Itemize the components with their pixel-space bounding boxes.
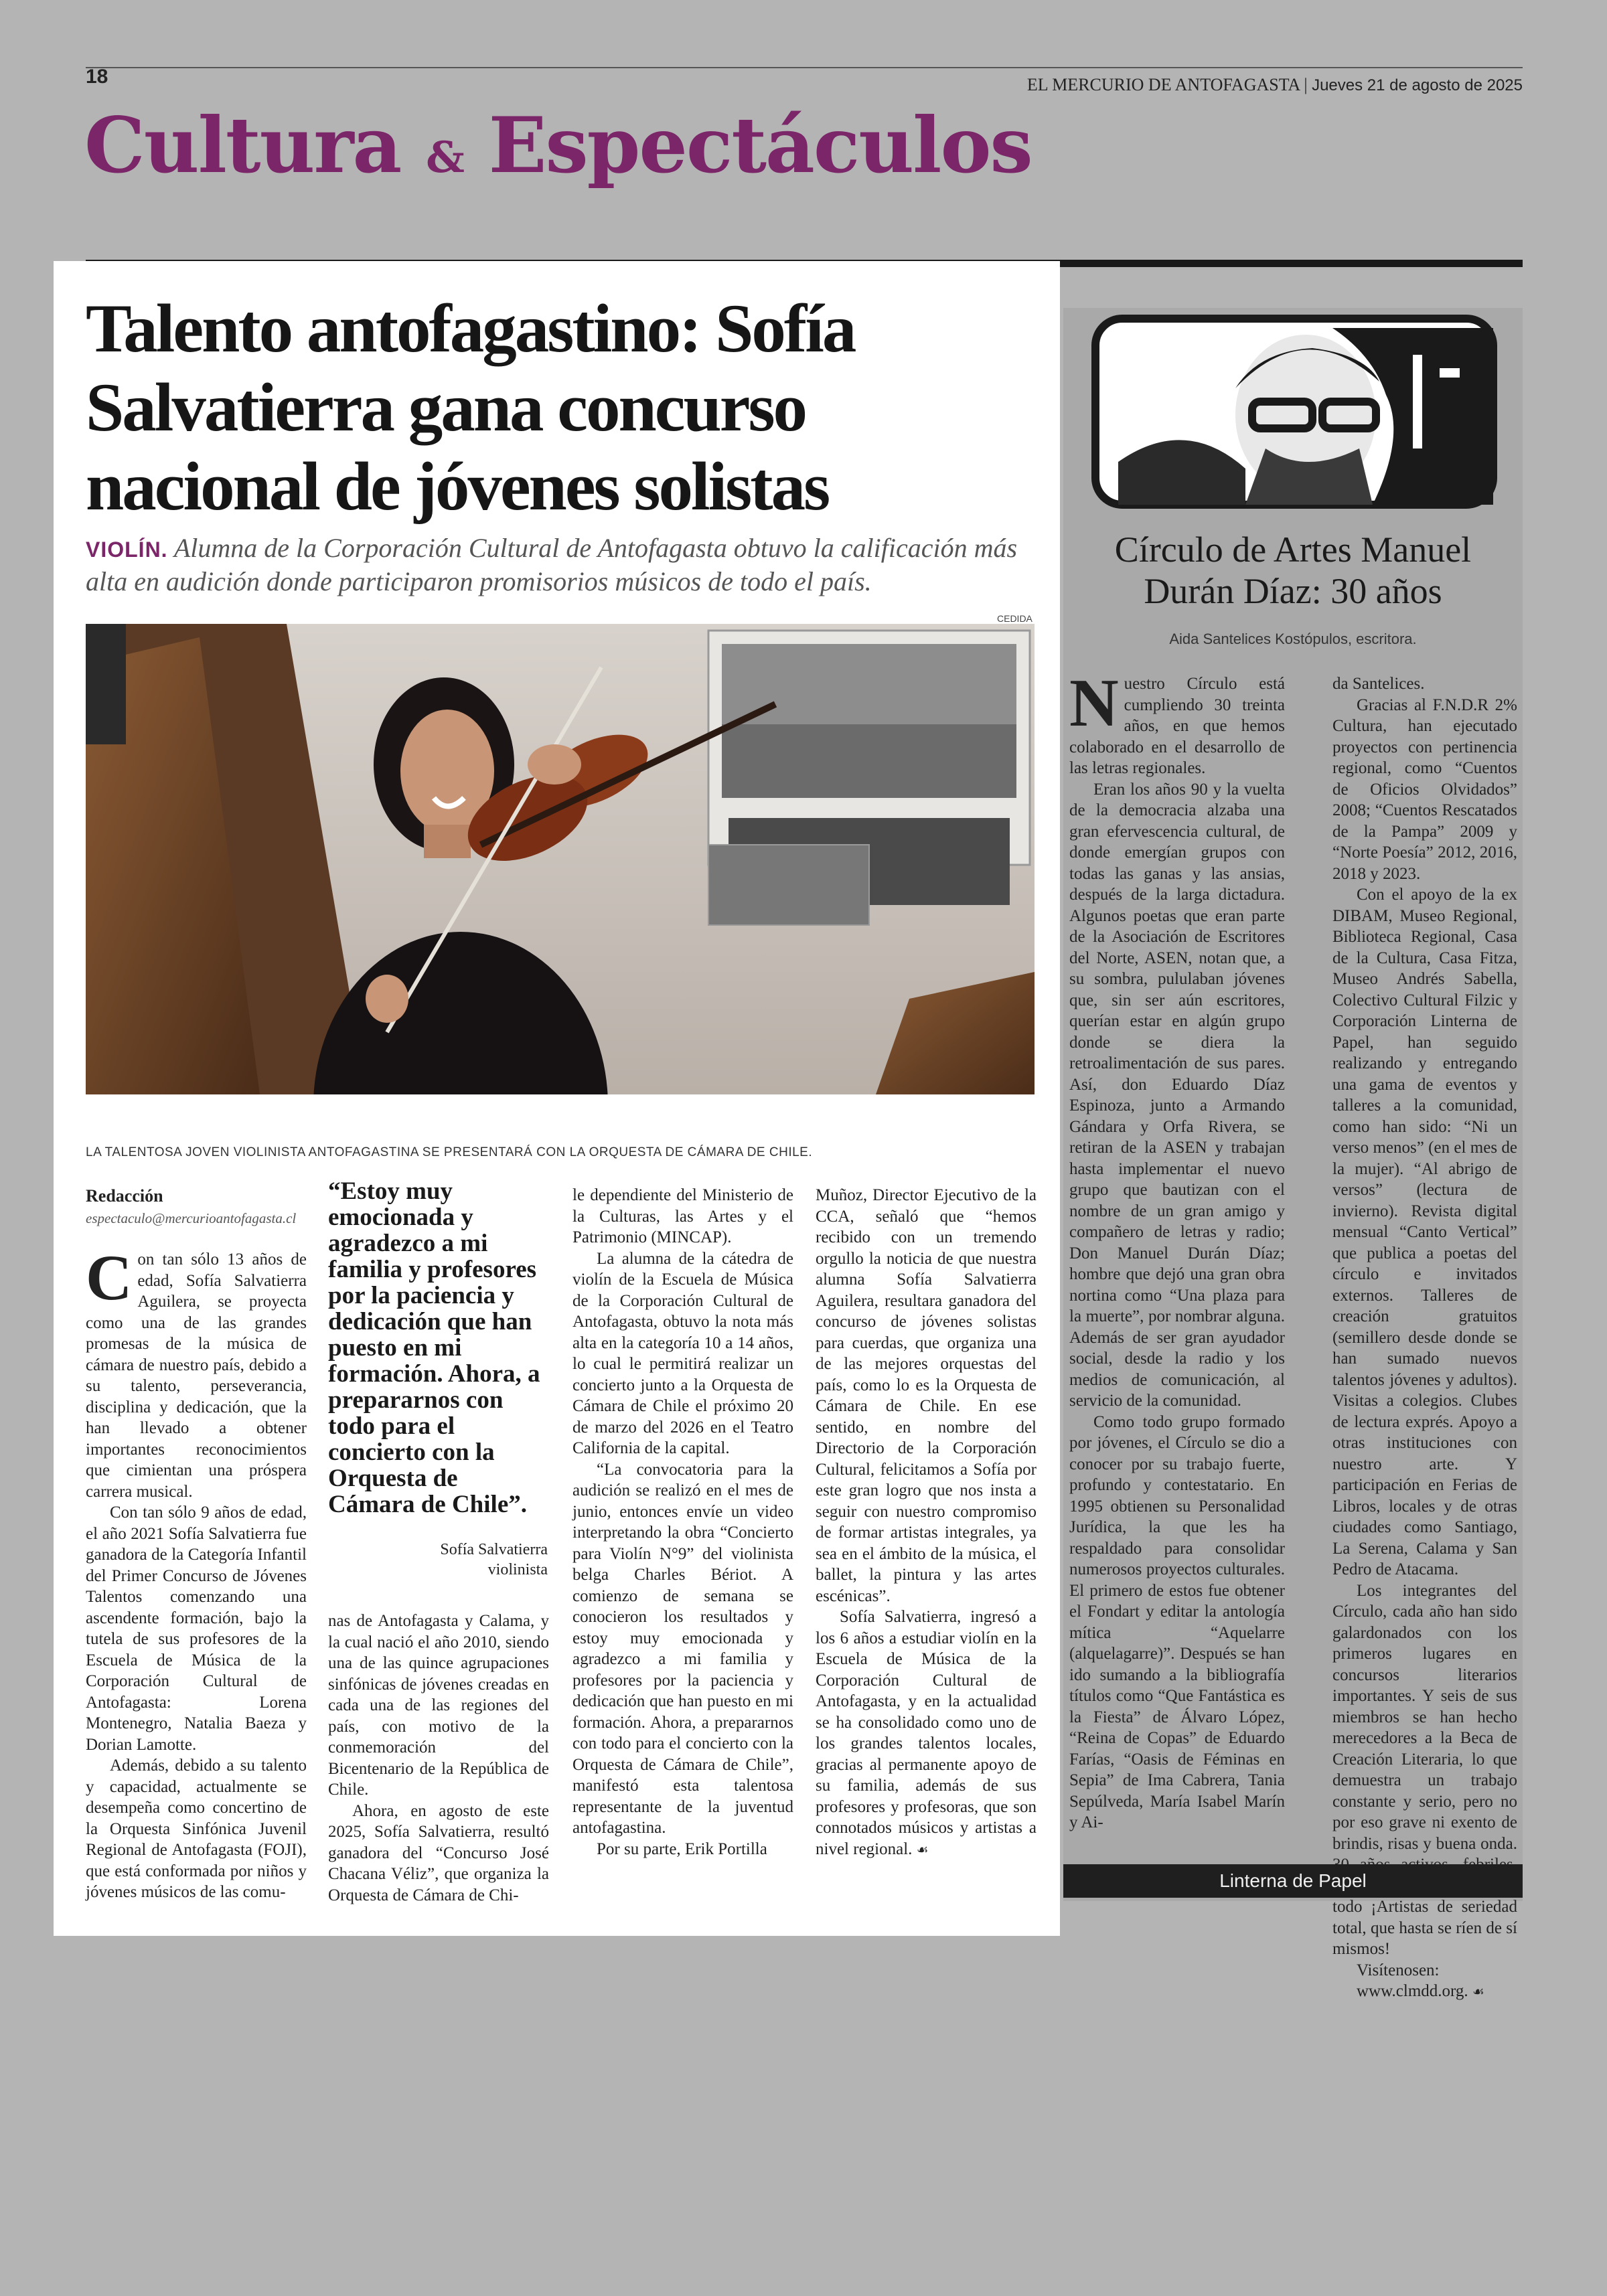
article-headline: Talento antofagastino: Sofía Salvatierra gana concurso nacional de jóvenes solistas [86, 291, 855, 525]
photo-credit: CEDIDA [997, 613, 1032, 624]
publication-line: EL MERCURIO DE ANTOFAGASTA | Jueves 21 de agosto de 2025 [1026, 75, 1523, 94]
paragraph: La alumna de la cátedra de violín de la Escuela de Música de la Corporación Cultural de Antofagasta, obtuvo la nota más alta en la categoría 10 a 14 años, lo cual le permitirá realizar un concierto junto a la Orquesta de Cámara de Chile el próximo 20 de marzo del 2026 en el Teatro California de la capital. [572, 1249, 793, 1457]
paragraph [1069, 665, 1285, 779]
pull-quote: “Estoy muy emocionada y agradezco a mi familia y profesores por la paciencia y dedicación que han puesto en mi formación. Ahora, a prepararnos con todo para el concierto con la Orquesta de Cámara de Chile”. [328, 1177, 540, 1518]
byline [86, 1186, 307, 1227]
paragraph: da Santelices. [1332, 675, 1425, 693]
photo-caption: LA TALENTOSA JOVEN VIOLINISTA ANTOFAGASTINA SE PRESENTARÁ CON LA ORQUESTA DE CÁMARA DE CHILE. [86, 1145, 813, 1159]
header-rule [86, 67, 1523, 68]
page-number: 18 [86, 66, 108, 88]
sidebar-title: Círculo de Artes Manuel Durán Díaz: 30 años [1114, 529, 1472, 611]
paragraph: Eran los años 90 y la vuelta de la democracia alzaba una gran efervescencia cultural, de donde emergían grupos con todas las ganas y las ansias, después de la larga dictadura. Algunos poetas que eran parte de la Asociación de Escritores del Norte, ASEN, notan que, a su sombra, pululaban jóvenes que, sin ser aún escritores, querían estar en algún grupo donde se diera la retroalimentación de sus pares. Así, don Eduardo Díaz Espinoza, junto a Armando Gándara y Orfa Rivera, se retiran de la ASEN y trabajan hasta implementar el nuevo grupo que bautizan con el nombre de un gran amigo y compañero de letras y radio; Don Manuel Durán Díaz; hombre que dejó una gran obra nortina como “Una plaza para la muerte”, por nombrar alguna. Además de ser gran ayudador social, desde la radio y los medios de comunicación, al servicio de la comunidad. [1069, 780, 1285, 1410]
publication-name: EL MERCURIO DE ANTOFAGASTA [1026, 75, 1300, 94]
article-column-4 [816, 1185, 1037, 1860]
section-title-amp: & [426, 133, 463, 183]
byline-author: Redacción [86, 1186, 163, 1206]
paragraph: Además, debido a su talento y capacidad, actualmente se desempeña como concertino de la Orquesta Sinfónica Juvenil Regional de Antofagasta (FOJI), que está conformada por niños y jóvenes músicos de las comu- [86, 1756, 307, 1901]
publication-date: Jueves 21 de agosto de 2025 [1312, 76, 1523, 94]
article-photo [86, 624, 1035, 1094]
article-column-1 [86, 1242, 307, 1903]
website-link[interactable]: www.clmdd.org. [1357, 1982, 1468, 2000]
section-title-part1: Cultura [84, 100, 401, 190]
paragraph [816, 1607, 1037, 1860]
sidebar-logo [1091, 315, 1497, 509]
byline-email: espectaculo@mercurioantofagasta.cl [86, 1210, 297, 1226]
paragraph [86, 1242, 307, 1502]
paragraph: Con el apoyo de la ex DIBAM, Museo Regional, Biblioteca Regional, Casa de la Cultura, Casa Fitza, Museo Andrés Sabella, Colectivo Cultural Filzic y Corporación Linterna de Papel, han seguido realizando y entregando una gama de eventos y talleres a la comunidad, como han sido: “Ni un verso menos” (en el mes de la mujer). “Al abrigo de versos” (lectura de invierno). Revista digital mensual “Canto Vertical” que publica a poetas del círculo e invitados externos. Talleres de creación gratuitos (semillero desde donde se han sumado nuevos talentos jóvenes y adultos). Visitas a colegios. Clubes de lectura exprés. Apoyo a otras instituciones con nuestro arte. Y participación en Ferias de Libros, locales y de otras ciudades como Santiago, La Serena, Calama y San Pedro de Atacama. [1332, 886, 1517, 1578]
deck-kicker: VIOLÍN. [86, 538, 168, 562]
sidebar-author: Aida Santelices Kostópulos, escritora. [1169, 631, 1417, 647]
sidebar-footer: Linterna de Papel [1063, 1864, 1523, 1898]
section-title-part2: Espectáculos [488, 100, 1032, 190]
quote-role: violinista [487, 1561, 548, 1578]
paragraph: Los integrantes del Círculo, cada año han sido galardonados con los primeros lugares en concursos literarios importantes. Y seis de sus miembros se han hecho merecedores a la Beca de Creación Literaria, lo que demuestra un trabajo constante y serio, pero no por eso grave ni exento de brindis, risas y buena onda. todo ¡Artistas de seriedad total, que hasta se ríen de sí mismos! [1332, 1581, 1517, 1958]
paragraph-text: uestro Círculo está cumpliendo 30 treinta años, en que hemos colaborado en el desarrollo de las letras regionales. [1069, 675, 1285, 777]
paragraph: “La convocatoria para la audición se realizó en el mes de junio, entonces envíe un video interpretando la obra “Concierto para Violín N°9” del violinista belga Charles Bériot. A comienzo de semana se conocieron los resultados y estoy muy emocionada y agradezco a mi familia y profesores por la paciencia y dedicación que han puesto en mi formación. Ahora, a prepararnos con todo para el concierto con la Orquesta de Cámara de Chile”, manifestó esta talentosa representante de la juventud antofagastina. [572, 1460, 793, 1837]
deck-text: Alumna de la Corporación Cultural de Antofagasta obtuvo la calificación más alta en audición donde participaron promisorios músicos de todo el país. [86, 533, 1018, 596]
paragraph-text: on tan sólo 13 años de edad, Sofía Salvatierra Aguilera, se proyecta como una de las grandes promesas de la música de cámara de nuestro país, debido a su talento, perseverancia, disciplina y dedicación, que la han llevado a obtener importantes reconocimientos que cimientan una próspera carrera musical. [86, 1250, 307, 1501]
end-mark-icon: ☙ [916, 1841, 929, 1858]
paragraph: Con tan sólo 9 años de edad, el año 2021 Sofía Salvatierra fue ganadora de la Categoría Infantil del Primer Concurso de Jóvenes Talentos comenzando una ascendente formación, bajo la tutela de sus profesores de la Escuela de Música de la Corporación Cultural de Antofagasta: Lorena Montenegro, Natalia Baeza y Dorian Lamotte. [86, 1503, 307, 1754]
paragraph-text: Sofía Salvatierra, ingresó a los 6 años a estudiar violín en la Escuela de Música de la Corporación Cultural de Antofagasta, y en la actualidad se ha consolidado como uno de los grandes talentos locales, gracias al permanente apoyo de su familia, además de sus profesores y profesoras, que son connotados músicos y artistas a nivel regional. [816, 1608, 1037, 1858]
article-column-3 [572, 1185, 793, 1860]
end-mark-icon: ☙ [1472, 1983, 1484, 1999]
paragraph: le dependiente del Ministerio de la Culturas, las Artes y el Patrimonio (MINCAP). [572, 1186, 793, 1246]
portrait-logo-icon [1091, 315, 1497, 509]
quote-name: Sofía Salvatierra [440, 1541, 548, 1558]
paragraph: Por su parte, Erik Portilla [597, 1839, 767, 1858]
paragraph [1332, 1981, 1517, 2003]
sidebar-column-2 [1332, 673, 1517, 2003]
drop-cap: C [86, 1242, 133, 1313]
sidebar-column-1 [1069, 665, 1285, 1833]
pull-quote-attribution [328, 1540, 548, 1580]
violinist-photo-illustration [86, 624, 1035, 1094]
article-deck [86, 532, 1043, 598]
paragraph: Muñoz, Director Ejecutivo de la CCA, señaló que “hemos recibido con un tremendo orgullo la noticia de que nuestra alumna Sofía Salvatierra Aguilera, resultara ganadora del concurso de jóvenes solistas para cuerdas, que organiza una de las mejores orquestas del país, como lo es la Orquesta de Cámara de Chile. En ese sentido, en nombre del Directorio de la Corporación Cultural, felicitamos a Sofía por este gran logro que nos insta a seguir con nuestro compromiso de formar artistas integrales, ya sea en el ámbito de la música, el ballet, la pintura y las artes escénicas”. [816, 1186, 1037, 1605]
article-column-2 [328, 1611, 549, 1906]
paragraph: nas de Antofagasta y Calama, y la cual nació el año 2010, siendo una de las quince agrupaciones sinfónicas de jóvenes creadas en cada una de las regiones del país, con motivo de la conmemoración del Bicentenario de la República de Chile. [328, 1612, 549, 1799]
section-title [84, 100, 1032, 190]
paragraph: Visítenosen: [1357, 1961, 1440, 1979]
paragraph: Como todo grupo formado por jóvenes, el Círculo se dio a conocer por su trabajo fuerte, profundo y contestatario. En 1995 obtienen su Personalidad Jurídica, la que les ha respaldado para consolidar numerosos proyectos culturales. El primero de estos fue obtener el Fondart y editar la antología mítica “Aquelarre (alquelagarre)”. Después se han ido sumando a la bibliografía títulos como “Que Fantástica es la Fiesta” de Álvaro López, “Reina de Copas” de Eduardo Farías, “Oasis de Féminas en Sepia” de Ima Cabrera, Tania Sepúlveda, María Isabel Marín y Ai- [1069, 1412, 1285, 1831]
paragraph: Ahora, en agosto de este 2025, Sofía Salvatierra, resultó ganadora del “Concurso José Chacana Véliz”, que organiza la Orquesta de Cámara de Chi- [328, 1801, 549, 1904]
paragraph: Gracias al F.N.D.R 2% Cultura, han ejecutado proyectos con pertinencia regional, como “Cuentos de Oficios Olvidados” 2008; “Cuentos Rescatados de la Pampa” 2009 y “Norte Poesía” 2012, 2016, 2018 y 2023. [1332, 695, 1517, 883]
drop-cap: N [1069, 665, 1119, 741]
